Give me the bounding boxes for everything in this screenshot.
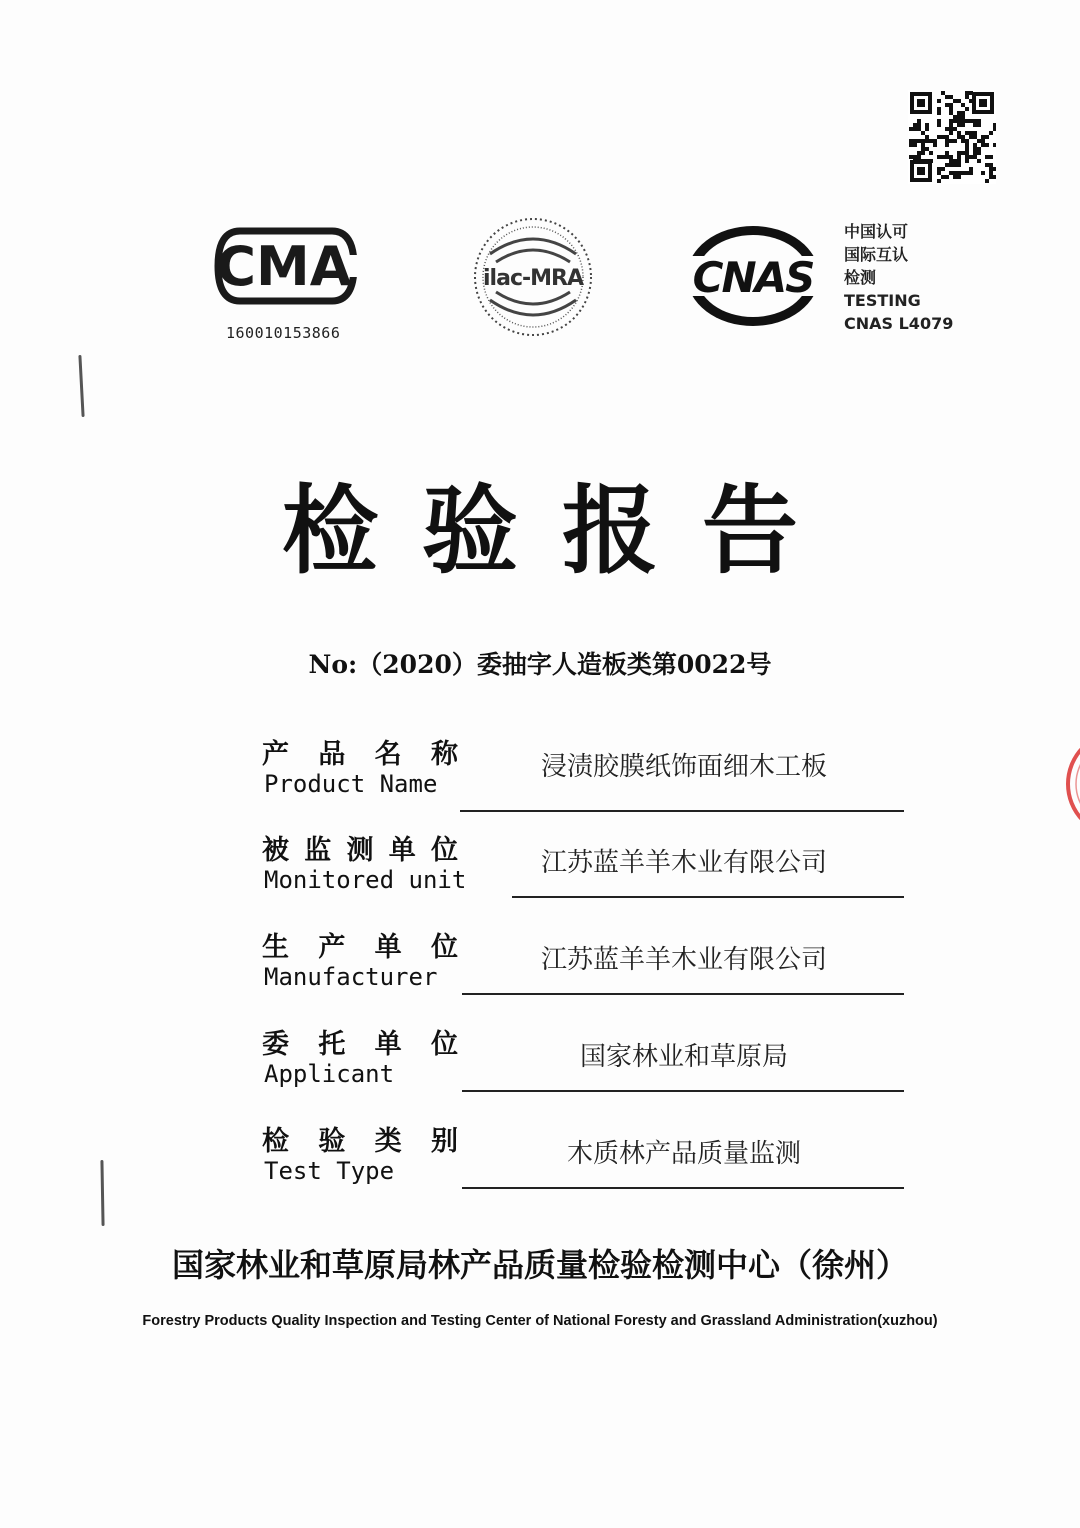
field-label-cn: 被 监 测 单 位 <box>262 835 458 866</box>
field-label-en: Applicant <box>264 1060 395 1088</box>
cnas-caption <box>844 220 953 335</box>
field-label-cn: 产 品 名 称 <box>262 739 458 770</box>
staple-top <box>78 355 84 417</box>
report-number: No:（2020）委抽字人造板类第0022号 <box>308 650 772 679</box>
field-value: 江苏蓝羊羊木业有限公司 <box>540 945 827 975</box>
field-label-cn: 生 产 单 位 <box>262 932 458 963</box>
cnas-line-1: 中国认可 <box>844 222 909 241</box>
staple-bottom <box>100 1160 104 1226</box>
field-applicant <box>262 1022 904 1092</box>
cnas-line-2: 国际互认 <box>844 245 909 264</box>
cma-mark-text: CMA <box>216 235 352 298</box>
report-title: 检验报告 <box>282 474 842 587</box>
cnas-line-5: CNAS L4079 <box>844 314 954 333</box>
cnas-mark-text: CNAS <box>692 253 814 302</box>
ilac-mark-text: ilac-MRA <box>483 266 583 291</box>
field-label-en: Test Type <box>264 1157 395 1185</box>
cnas-line-4: TESTING <box>844 291 921 310</box>
ilac-mra-logo-icon <box>470 214 596 340</box>
field-value: 江苏蓝羊羊木业有限公司 <box>540 848 827 878</box>
cma-logo-icon <box>212 225 360 307</box>
field-manufacturer <box>262 925 904 995</box>
field-test-type <box>262 1119 904 1189</box>
field-value: 浸渍胶膜纸饰面细木工板 <box>540 752 827 782</box>
red-stamp-edge <box>1062 728 1080 840</box>
field-product-name <box>262 732 904 812</box>
field-label-en: Monitored unit <box>264 866 467 894</box>
field-value: 木质林产品质量监测 <box>566 1139 801 1169</box>
qr-code-icon <box>908 90 996 184</box>
field-label-cn: 委 托 单 位 <box>262 1029 458 1060</box>
field-underline <box>462 993 904 995</box>
cnas-logo-icon <box>682 222 824 330</box>
field-monitored-unit <box>262 828 904 898</box>
field-underline <box>512 896 904 898</box>
field-underline <box>462 1090 904 1092</box>
cnas-line-3: 检测 <box>844 268 877 287</box>
field-label-en: Product Name <box>264 770 438 798</box>
field-label-cn: 检 验 类 别 <box>262 1126 458 1157</box>
cma-number: 160010153866 <box>226 324 341 342</box>
center-name-cn: 国家林业和草原局林产品质量检验检测中心（徐州） <box>171 1246 908 1284</box>
field-value: 国家林业和草原局 <box>579 1042 788 1072</box>
field-underline <box>460 810 904 812</box>
center-name-en: Forestry Products Quality Inspection and Testing Center of National Foresty and Grassland Administration(xuzhou) <box>142 1313 938 1329</box>
field-label-en: Manufacturer <box>264 963 438 991</box>
field-underline <box>462 1187 904 1189</box>
